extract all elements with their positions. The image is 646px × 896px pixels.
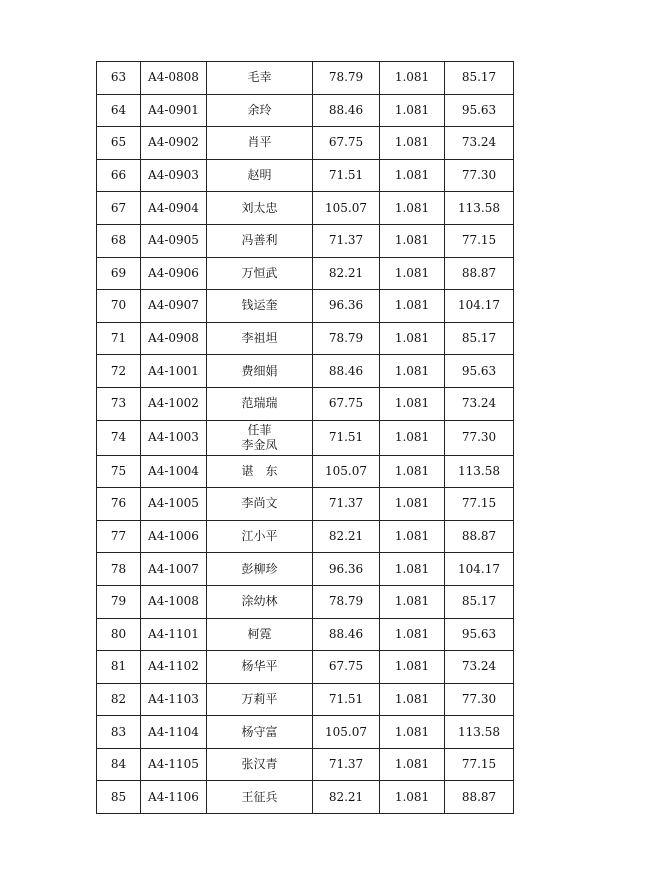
room-number-cell: A4-0907	[141, 290, 207, 323]
owner-name-cell	[207, 192, 313, 225]
room-number-cell: A4-1104	[141, 716, 207, 749]
room-number-cell: A4-1105	[141, 748, 207, 781]
room-number-cell: A4-1007	[141, 553, 207, 586]
row-number-cell: 80	[97, 618, 141, 651]
coefficient-cell: 1.081	[380, 420, 445, 455]
owner-name-line: 杨华平	[241, 659, 278, 674]
total-cell: 77.30	[445, 420, 514, 455]
owner-name-line: 费细娟	[241, 363, 278, 378]
table-row	[97, 290, 514, 323]
table-row	[97, 553, 514, 586]
coefficient-cell: 1.081	[380, 224, 445, 257]
owner-name-cell	[207, 159, 313, 192]
area-cell: 88.46	[313, 355, 380, 388]
row-number-cell: 72	[97, 355, 141, 388]
owner-name-line: 柯霓	[247, 626, 272, 641]
table-row	[97, 127, 514, 160]
total-cell: 104.17	[445, 553, 514, 586]
area-cell: 82.21	[313, 781, 380, 814]
room-number-cell: A4-0904	[141, 192, 207, 225]
area-cell: 88.46	[313, 618, 380, 651]
owner-name-cell	[207, 520, 313, 553]
room-number-cell: A4-1004	[141, 455, 207, 488]
total-cell: 88.87	[445, 257, 514, 290]
total-cell: 104.17	[445, 290, 514, 323]
total-cell: 95.63	[445, 618, 514, 651]
owner-name-line: 李尚文	[241, 496, 278, 511]
row-number-cell: 81	[97, 651, 141, 684]
coefficient-cell: 1.081	[380, 290, 445, 323]
room-number-cell: A4-1003	[141, 420, 207, 455]
total-cell: 88.87	[445, 520, 514, 553]
area-cell: 82.21	[313, 257, 380, 290]
area-cell: 71.51	[313, 683, 380, 716]
area-cell: 78.79	[313, 322, 380, 355]
area-cell: 71.37	[313, 748, 380, 781]
owner-name-line: 钱运奎	[241, 298, 278, 313]
total-cell: 73.24	[445, 387, 514, 420]
area-cell: 96.36	[313, 290, 380, 323]
owner-name-line: 余玲	[247, 102, 272, 117]
owner-name-line: 彭柳珍	[241, 561, 278, 576]
row-number-cell: 71	[97, 322, 141, 355]
owner-name-cell	[207, 387, 313, 420]
owner-name-cell	[207, 94, 313, 127]
owner-name-cell	[207, 62, 313, 95]
total-cell: 113.58	[445, 716, 514, 749]
coefficient-cell: 1.081	[380, 651, 445, 684]
area-cell: 88.46	[313, 94, 380, 127]
row-number-cell: 63	[97, 62, 141, 95]
owner-name-line: 任菲	[247, 422, 272, 437]
owner-name-line: 刘太忠	[241, 200, 278, 215]
owner-name-line: 杨守富	[241, 724, 278, 739]
room-number-cell: A4-1006	[141, 520, 207, 553]
table-row	[97, 192, 514, 225]
owner-name-line: 毛幸	[247, 70, 272, 85]
area-cell: 78.79	[313, 62, 380, 95]
owner-name-cell	[207, 322, 313, 355]
area-cell: 105.07	[313, 192, 380, 225]
total-cell: 85.17	[445, 62, 514, 95]
room-number-cell: A4-0908	[141, 322, 207, 355]
room-number-cell: A4-1002	[141, 387, 207, 420]
area-cell: 105.07	[313, 716, 380, 749]
room-number-cell: A4-1001	[141, 355, 207, 388]
table-row	[97, 748, 514, 781]
room-number-cell: A4-1102	[141, 651, 207, 684]
total-cell: 73.24	[445, 651, 514, 684]
owner-name-line: 江小平	[241, 529, 278, 544]
total-cell: 77.15	[445, 748, 514, 781]
coefficient-cell: 1.081	[380, 716, 445, 749]
owner-name-cell	[207, 748, 313, 781]
owner-name-cell	[207, 585, 313, 618]
owner-name-line: 张汉青	[241, 757, 278, 772]
coefficient-cell: 1.081	[380, 618, 445, 651]
table-row	[97, 520, 514, 553]
owner-name-line: 李金凤	[241, 437, 278, 452]
owner-name-cell	[207, 224, 313, 257]
total-cell: 77.30	[445, 159, 514, 192]
table-row	[97, 488, 514, 521]
owner-name-line: 万恒武	[241, 265, 278, 280]
area-cell: 71.37	[313, 488, 380, 521]
data-table	[96, 61, 514, 814]
row-number-cell: 85	[97, 781, 141, 814]
owner-name-cell	[207, 290, 313, 323]
row-number-cell: 65	[97, 127, 141, 160]
table-row	[97, 781, 514, 814]
coefficient-cell: 1.081	[380, 748, 445, 781]
coefficient-cell: 1.081	[380, 455, 445, 488]
room-number-cell: A4-1005	[141, 488, 207, 521]
room-number-cell: A4-0808	[141, 62, 207, 95]
owner-name-line: 涂幼林	[241, 594, 278, 609]
owner-name-line: 谌 东	[241, 463, 278, 478]
total-cell: 95.63	[445, 355, 514, 388]
row-number-cell: 84	[97, 748, 141, 781]
coefficient-cell: 1.081	[380, 192, 445, 225]
area-cell: 71.51	[313, 159, 380, 192]
table-body	[97, 62, 514, 814]
coefficient-cell: 1.081	[380, 553, 445, 586]
owner-name-cell	[207, 488, 313, 521]
row-number-cell: 83	[97, 716, 141, 749]
room-number-cell: A4-0901	[141, 94, 207, 127]
total-cell: 113.58	[445, 455, 514, 488]
coefficient-cell: 1.081	[380, 683, 445, 716]
row-number-cell: 76	[97, 488, 141, 521]
table-row	[97, 159, 514, 192]
area-cell: 105.07	[313, 455, 380, 488]
table-row	[97, 62, 514, 95]
coefficient-cell: 1.081	[380, 585, 445, 618]
table-row	[97, 94, 514, 127]
owner-name-cell	[207, 455, 313, 488]
row-number-cell: 75	[97, 455, 141, 488]
owner-name-line: 范瑞瑞	[241, 396, 278, 411]
total-cell: 95.63	[445, 94, 514, 127]
room-number-cell: A4-1101	[141, 618, 207, 651]
table-row	[97, 455, 514, 488]
room-number-cell: A4-0902	[141, 127, 207, 160]
table-row	[97, 322, 514, 355]
coefficient-cell: 1.081	[380, 520, 445, 553]
owner-name-cell	[207, 420, 313, 455]
row-number-cell: 78	[97, 553, 141, 586]
table-row	[97, 618, 514, 651]
table-row	[97, 257, 514, 290]
row-number-cell: 73	[97, 387, 141, 420]
owner-name-line: 万莉平	[241, 691, 278, 706]
coefficient-cell: 1.081	[380, 322, 445, 355]
row-number-cell: 68	[97, 224, 141, 257]
room-number-cell: A4-1008	[141, 585, 207, 618]
table-row	[97, 585, 514, 618]
room-number-cell: A4-1103	[141, 683, 207, 716]
area-cell: 71.51	[313, 420, 380, 455]
room-number-cell: A4-1106	[141, 781, 207, 814]
row-number-cell: 70	[97, 290, 141, 323]
area-cell: 67.75	[313, 651, 380, 684]
coefficient-cell: 1.081	[380, 127, 445, 160]
table-row	[97, 420, 514, 455]
total-cell: 85.17	[445, 322, 514, 355]
room-number-cell: A4-0906	[141, 257, 207, 290]
row-number-cell: 82	[97, 683, 141, 716]
row-number-cell: 69	[97, 257, 141, 290]
coefficient-cell: 1.081	[380, 159, 445, 192]
row-number-cell: 64	[97, 94, 141, 127]
coefficient-cell: 1.081	[380, 94, 445, 127]
owner-name-cell	[207, 683, 313, 716]
row-number-cell: 79	[97, 585, 141, 618]
area-cell: 71.37	[313, 224, 380, 257]
coefficient-cell: 1.081	[380, 355, 445, 388]
table-row	[97, 355, 514, 388]
owner-name-cell	[207, 127, 313, 160]
total-cell: 88.87	[445, 781, 514, 814]
total-cell: 77.15	[445, 488, 514, 521]
coefficient-cell: 1.081	[380, 781, 445, 814]
row-number-cell: 67	[97, 192, 141, 225]
owner-name-line: 赵明	[247, 168, 272, 183]
table-row	[97, 651, 514, 684]
owner-name-cell	[207, 716, 313, 749]
table-row	[97, 224, 514, 257]
area-cell: 67.75	[313, 127, 380, 160]
area-cell: 67.75	[313, 387, 380, 420]
total-cell: 113.58	[445, 192, 514, 225]
owner-name-line: 冯善利	[241, 233, 278, 248]
table-row	[97, 683, 514, 716]
total-cell: 73.24	[445, 127, 514, 160]
row-number-cell: 74	[97, 420, 141, 455]
owner-name-cell	[207, 618, 313, 651]
area-cell: 96.36	[313, 553, 380, 586]
coefficient-cell: 1.081	[380, 257, 445, 290]
owner-name-line: 肖平	[247, 135, 272, 150]
coefficient-cell: 1.081	[380, 62, 445, 95]
owner-name-cell	[207, 553, 313, 586]
table-row	[97, 387, 514, 420]
row-number-cell: 66	[97, 159, 141, 192]
room-number-cell: A4-0903	[141, 159, 207, 192]
area-cell: 78.79	[313, 585, 380, 618]
total-cell: 77.15	[445, 224, 514, 257]
row-number-cell: 77	[97, 520, 141, 553]
owner-name-line: 李祖坦	[241, 331, 278, 346]
coefficient-cell: 1.081	[380, 488, 445, 521]
owner-name-cell	[207, 257, 313, 290]
room-number-cell: A4-0905	[141, 224, 207, 257]
table-row	[97, 716, 514, 749]
total-cell: 85.17	[445, 585, 514, 618]
owner-name-cell	[207, 781, 313, 814]
owner-name-line: 王征兵	[241, 789, 278, 804]
owner-name-cell	[207, 355, 313, 388]
coefficient-cell: 1.081	[380, 387, 445, 420]
area-cell: 82.21	[313, 520, 380, 553]
total-cell: 77.30	[445, 683, 514, 716]
owner-name-cell	[207, 651, 313, 684]
